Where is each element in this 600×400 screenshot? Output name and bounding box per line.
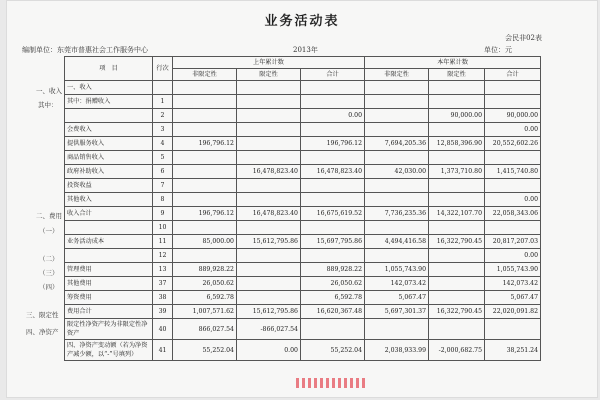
row-value: 1,007,571.62 (173, 305, 237, 319)
row-line-no: 12 (153, 249, 173, 263)
row-value: 26,050.62 (301, 277, 365, 291)
reporting-unit: 编制单位：东莞市普惠社会工作服务中心 (22, 46, 148, 54)
row-value: 55,252.04 (173, 340, 237, 361)
table-row (65, 249, 541, 263)
row-value: 16,478,823.40 (301, 165, 365, 179)
row-value (365, 109, 429, 123)
row-value: 1,415,740.80 (485, 165, 541, 179)
row-value: 1,373,710.80 (429, 165, 485, 179)
row-value (237, 109, 301, 123)
row-value: 15,612,795.86 (237, 235, 301, 249)
row-line-no: 13 (153, 263, 173, 277)
row-item: 提供服务收入 (65, 137, 153, 151)
table-row (65, 319, 541, 340)
row-value: 196,796.12 (173, 137, 237, 151)
row-value (301, 151, 365, 165)
row-line-no: 8 (153, 193, 173, 207)
header-line: 行次 (153, 57, 173, 81)
row-line-no: 5 (153, 151, 173, 165)
row-value (301, 81, 365, 95)
row-value: 20,552,602.26 (485, 137, 541, 151)
row-value (429, 291, 485, 305)
row-value: 5,697,301.37 (365, 305, 429, 319)
row-line-no: 41 (153, 340, 173, 361)
row-value (365, 193, 429, 207)
row-value (301, 95, 365, 109)
table-body (65, 81, 541, 361)
row-value (429, 249, 485, 263)
row-value: 22,020,091.82 (485, 305, 541, 319)
table-row (65, 193, 541, 207)
row-value: 15,697,795.86 (301, 235, 365, 249)
row-item: 业务活动成本 (65, 235, 153, 249)
row-line-no: 40 (153, 319, 173, 340)
row-item: 费用合计 (65, 305, 153, 319)
row-value (173, 221, 237, 235)
label-income: 一、收入 (36, 87, 62, 95)
row-value (173, 109, 237, 123)
row-value (237, 95, 301, 109)
red-stamp-mark (296, 378, 366, 388)
row-value (485, 151, 541, 165)
row-value (173, 179, 237, 193)
table-row (65, 179, 541, 193)
row-value: 196,796.12 (173, 207, 237, 221)
row-value: 142,073.42 (365, 277, 429, 291)
row-item: 筹资费用 (65, 291, 153, 305)
row-value (173, 123, 237, 137)
row-value (429, 151, 485, 165)
label-expense-sub3: （三） (39, 269, 59, 277)
row-line-no: 38 (153, 291, 173, 305)
row-item: 政府补助收入 (65, 165, 153, 179)
label-expense-sub2: （二） (39, 255, 59, 263)
table-row (65, 137, 541, 151)
row-item: 其中：捐赠收入 (65, 95, 153, 109)
row-value: 2,038,933.99 (365, 340, 429, 361)
row-value: 0.00 (301, 109, 365, 123)
row-value (173, 249, 237, 263)
row-line-no: 4 (153, 137, 173, 151)
row-item: 其他收入 (65, 193, 153, 207)
row-value: 16,478,823.40 (237, 165, 301, 179)
row-value: 0.00 (485, 123, 541, 137)
header-unrestricted: 非限定性 (365, 69, 429, 81)
row-value (429, 179, 485, 193)
table-row (65, 95, 541, 109)
row-value (365, 249, 429, 263)
row-value (365, 151, 429, 165)
row-value: 14,322,107.70 (429, 207, 485, 221)
currency-unit: 单位：元 (484, 46, 512, 54)
table-row (65, 235, 541, 249)
row-item: 其他费用 (65, 277, 153, 291)
row-line-no: 2 (153, 109, 173, 123)
row-value: 15,612,795.86 (237, 305, 301, 319)
row-value: 0.00 (237, 340, 301, 361)
row-value: 0.00 (485, 193, 541, 207)
table-row (65, 207, 541, 221)
row-value: 16,478,823.40 (237, 207, 301, 221)
row-value: 16,675,619.52 (301, 207, 365, 221)
row-line-no: 37 (153, 277, 173, 291)
row-item: 收入合计 (65, 207, 153, 221)
row-value (301, 193, 365, 207)
row-value: 142,073.42 (485, 277, 541, 291)
row-value: -2,000,682.75 (429, 340, 485, 361)
row-item: 四、净资产变动额（若为净资产减少额，以“-”号填列） (65, 340, 153, 361)
row-value (365, 319, 429, 340)
row-value (429, 81, 485, 95)
header-total: 合计 (301, 69, 365, 81)
form-number: 会民非02表 (505, 34, 542, 42)
row-value (237, 221, 301, 235)
row-value (237, 151, 301, 165)
row-value: 196,796.12 (301, 137, 365, 151)
header-restricted: 限定性 (429, 69, 485, 81)
row-value (485, 319, 541, 340)
row-value: 16,322,790.45 (429, 305, 485, 319)
row-value (365, 179, 429, 193)
label-change: 四、净资产 (26, 328, 59, 336)
row-value (173, 165, 237, 179)
header-total: 合计 (485, 69, 541, 81)
table-row (65, 123, 541, 137)
table-row (65, 277, 541, 291)
table-row (65, 305, 541, 319)
row-value: 4,494,416.58 (365, 235, 429, 249)
row-item: 商品销售收入 (65, 151, 153, 165)
row-value (429, 95, 485, 109)
row-value (173, 95, 237, 109)
row-value (237, 81, 301, 95)
label-expense-sub4: （四） (39, 283, 59, 291)
table-row (65, 221, 541, 235)
row-item (65, 249, 153, 263)
row-line-no: 11 (153, 235, 173, 249)
table-row (65, 81, 541, 95)
row-item: 管理费用 (65, 263, 153, 277)
table-row (65, 291, 541, 305)
row-line-no: 3 (153, 123, 173, 137)
row-value: 42,030.00 (365, 165, 429, 179)
row-value: 6,592.78 (173, 291, 237, 305)
row-value: 1,055,743.90 (485, 263, 541, 277)
row-value (365, 81, 429, 95)
row-value (485, 95, 541, 109)
row-value (429, 193, 485, 207)
row-value: 20,817,207.03 (485, 235, 541, 249)
header-item: 项 目 (65, 57, 153, 81)
row-value (237, 263, 301, 277)
row-line-no: 7 (153, 179, 173, 193)
row-value: 22,058,343.06 (485, 207, 541, 221)
row-item (65, 221, 153, 235)
row-value: 26,050.62 (173, 277, 237, 291)
row-value: 7,736,235.36 (365, 207, 429, 221)
row-value (429, 277, 485, 291)
row-value: 889,928.22 (301, 263, 365, 277)
row-value: 5,067.47 (485, 291, 541, 305)
label-transfer: 三、限定性 (26, 311, 59, 319)
row-value (429, 263, 485, 277)
row-value: 5,067.47 (365, 291, 429, 305)
row-value: -866,027.54 (237, 319, 301, 340)
row-value (237, 179, 301, 193)
table-row (65, 109, 541, 123)
row-line-no: 6 (153, 165, 173, 179)
row-value (429, 319, 485, 340)
row-value: 16,620,367.48 (301, 305, 365, 319)
row-value (237, 249, 301, 263)
row-value (173, 151, 237, 165)
row-line-no: 9 (153, 207, 173, 221)
header-unrestricted: 非限定性 (173, 69, 237, 81)
row-line-no: 39 (153, 305, 173, 319)
row-line-no: 1 (153, 95, 173, 109)
row-value (365, 221, 429, 235)
row-value (237, 291, 301, 305)
row-value (237, 277, 301, 291)
label-income-sub: 其中： (38, 101, 58, 109)
row-value: 85,000.00 (173, 235, 237, 249)
row-line-no (153, 81, 173, 95)
row-item (65, 109, 153, 123)
table-row (65, 165, 541, 179)
row-value (237, 137, 301, 151)
row-value (173, 81, 237, 95)
row-value: 90,000.00 (429, 109, 485, 123)
header-restricted: 限定性 (237, 69, 301, 81)
row-value: 38,251.24 (485, 340, 541, 361)
row-line-no: 10 (153, 221, 173, 235)
header-last-year: 上年累计数 (173, 57, 365, 69)
row-value: 7,694,205.36 (365, 137, 429, 151)
report-year: 2013年 (293, 46, 318, 54)
row-value: 12,858,396.90 (429, 137, 485, 151)
header-this-year: 本年累计数 (365, 57, 541, 69)
row-value (429, 123, 485, 137)
row-value: 16,322,790.45 (429, 235, 485, 249)
row-value (429, 221, 485, 235)
row-value: 0.00 (485, 249, 541, 263)
table-row (65, 263, 541, 277)
row-item: 会费收入 (65, 123, 153, 137)
row-value: 889,928.22 (173, 263, 237, 277)
table-row (65, 151, 541, 165)
row-value (485, 221, 541, 235)
row-item: 一、收入 (65, 81, 153, 95)
row-value (237, 193, 301, 207)
row-value: 90,000.00 (485, 109, 541, 123)
label-expense-sub1: （一） (39, 227, 59, 235)
row-value: 55,252.04 (301, 340, 365, 361)
row-value (301, 179, 365, 193)
row-item: 限定性净资产转为非限定性净资产 (65, 319, 153, 340)
row-value (365, 95, 429, 109)
table-row (65, 340, 541, 361)
label-expense: 二、费用 (36, 212, 62, 220)
activity-table (64, 56, 541, 361)
row-value: 6,592.78 (301, 291, 365, 305)
row-item: 投资收益 (65, 179, 153, 193)
row-value (485, 179, 541, 193)
row-value: 866,027.54 (173, 319, 237, 340)
row-value: 1,055,743.90 (365, 263, 429, 277)
row-value (301, 249, 365, 263)
row-value (365, 123, 429, 137)
report-title: 业务活动表 (264, 14, 340, 29)
row-value (301, 221, 365, 235)
row-value (237, 123, 301, 137)
row-value (301, 123, 365, 137)
row-value (301, 319, 365, 340)
report-sheet (6, 0, 598, 398)
row-value (485, 81, 541, 95)
row-value (173, 193, 237, 207)
